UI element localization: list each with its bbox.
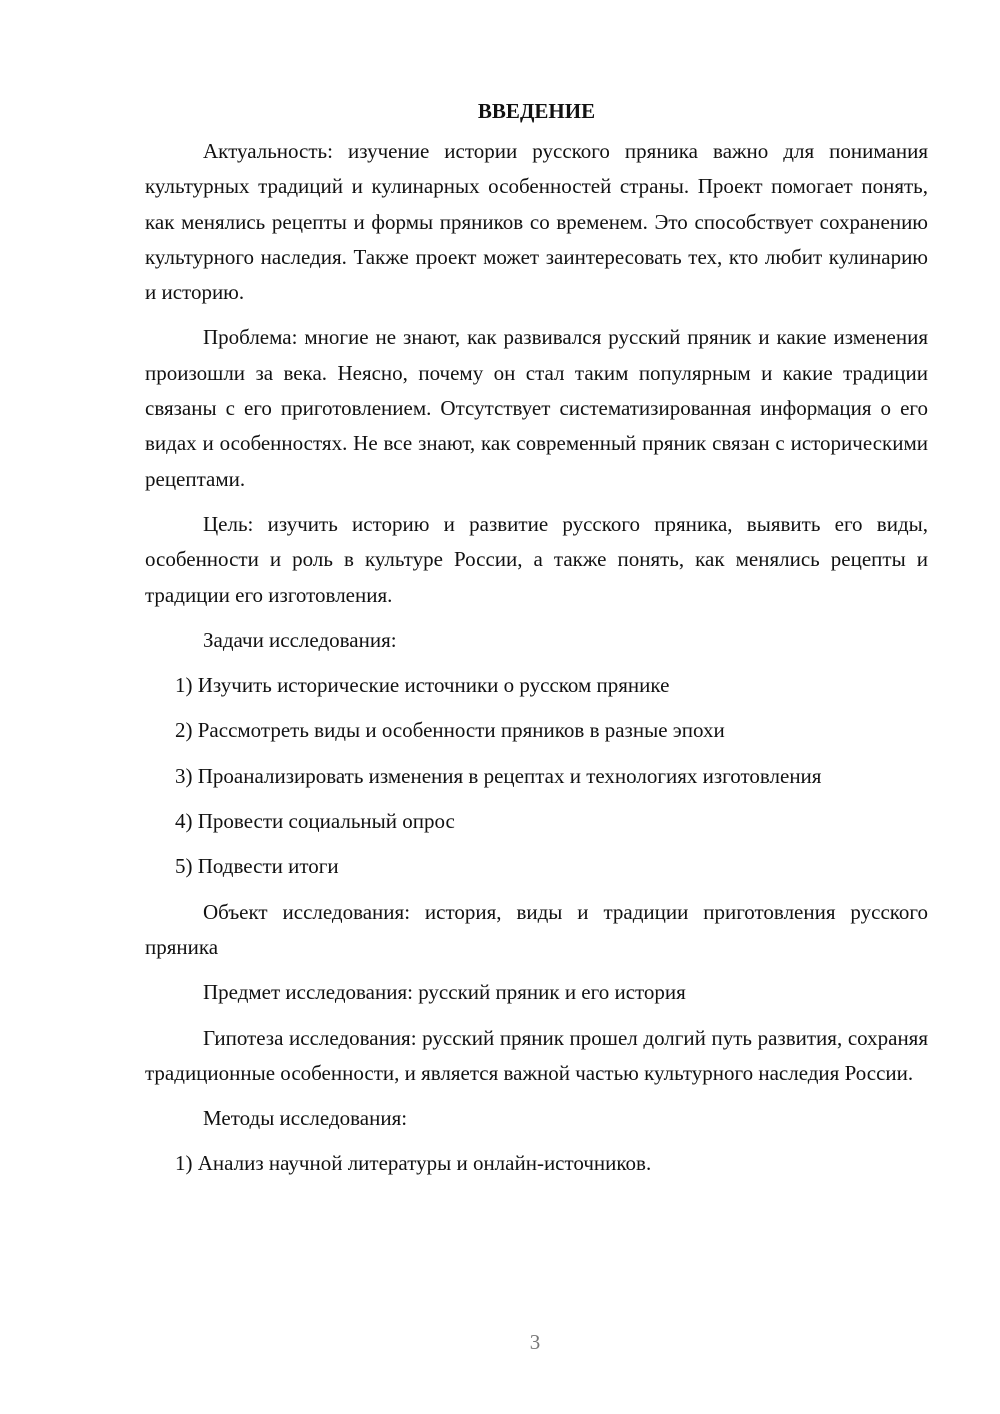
task-item: 2) Рассмотреть виды и особенности пряников в разные эпохи xyxy=(175,718,725,743)
paragraph-relevance: Актуальность: изучение истории русского пряника важно для понимания культурных традиций и кулинарных особенностей страны. Проект помогает понять, как менялись рецепты и формы пряников со временем. Это способствует сохранению культурного наследия. Также проект может заинтересовать тех, кто любит кулинарию и историю. xyxy=(145,139,928,305)
page-number: 3 xyxy=(529,1330,541,1354)
method-item: 1) Анализ научной литературы и онлайн-источников. xyxy=(175,1151,652,1176)
tasks-heading: Задачи исследования: xyxy=(203,627,397,652)
task-item: 4) Провести социальный опрос xyxy=(175,809,455,834)
paragraph-goal: Цель: изучить историю и развитие русского пряника, выявить его виды, особенности и роль в культуре России, а также понять, как менялись рецепты и традиции его изготовления. xyxy=(145,511,928,607)
paragraph-hypothesis: Гипотеза исследования: русский пряник прошел долгий путь развития, сохраняя традиционные особенности, и является важной частью культурного наследия России. xyxy=(145,1025,928,1085)
task-item: 5) Подвести итоги xyxy=(175,854,339,879)
paragraph-subject: Предмет исследования: русский пряник и его история xyxy=(203,980,686,1005)
paragraph-problem: Проблема: многие не знают, как развивался русский пряник и какие изменения произошли за века. Неясно, почему он стал таким популярным и какие традиции связаны с его приготовлением. Отсутствует систематизированная информация о его видах и особенностях. Не все знают, как современный пряник связан с историческими рецептами. xyxy=(145,325,928,491)
section-title: ВВЕДЕНИЕ xyxy=(477,99,596,123)
paragraph-object: Объект исследования: история, виды и традиции приготовления русского пряника xyxy=(145,899,928,959)
page-content xyxy=(145,94,928,1192)
task-item: 3) Проанализировать изменения в рецептах и технологиях изготовления xyxy=(175,763,822,788)
task-item: 1) Изучить исторические источники о русском прянике xyxy=(175,673,670,698)
methods-heading: Методы исследования: xyxy=(203,1106,408,1131)
